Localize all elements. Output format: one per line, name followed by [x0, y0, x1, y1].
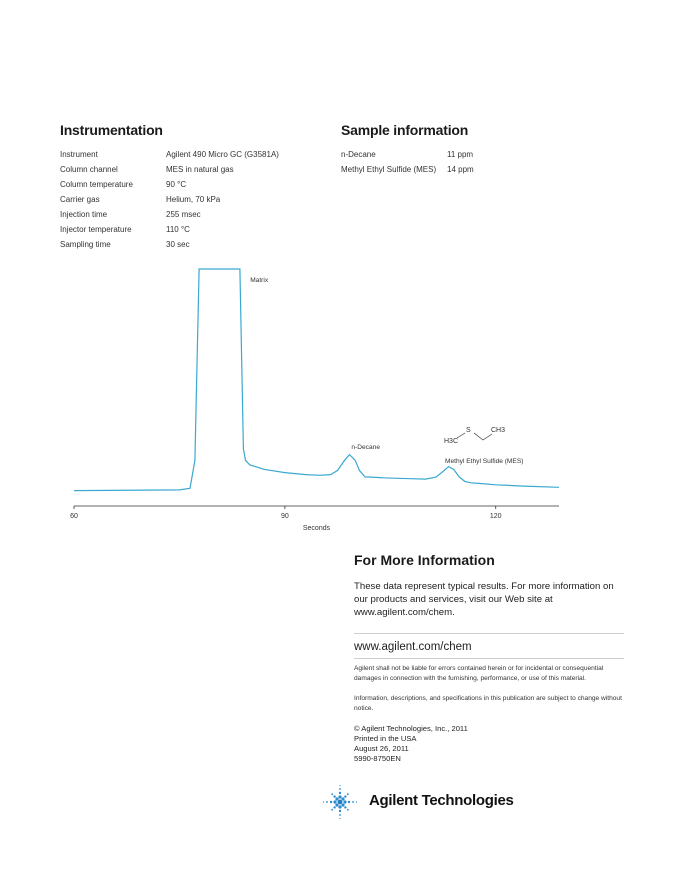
spark-dot — [352, 801, 354, 803]
x-tick-label: 90 — [280, 513, 289, 520]
copyright-block — [354, 724, 468, 764]
spark-dot — [339, 814, 341, 816]
row-key: Injector temperature — [60, 225, 132, 234]
row-value: 90 °C — [166, 180, 187, 189]
spark-dot — [356, 801, 357, 802]
row-value: MES in natural gas — [166, 165, 234, 174]
peak-annotation: n-Decane — [351, 444, 380, 451]
structure-right-group: CH3 — [491, 427, 506, 434]
spark-center-dot — [338, 800, 343, 805]
spark-dot — [339, 810, 341, 812]
spark-dot — [335, 803, 338, 806]
spark-dot — [331, 793, 333, 795]
spark-dot — [333, 806, 335, 808]
structure-left-group — [444, 438, 458, 445]
spark-dot — [344, 795, 346, 797]
row-key: Methyl Ethyl Sulfide (MES) — [341, 165, 437, 174]
structure-bond-2 — [474, 433, 492, 440]
agilent-spark-icon — [318, 783, 362, 821]
more-info-title: For More Information — [354, 552, 495, 568]
spark-dot — [343, 800, 346, 803]
x-axis-label: Seconds — [302, 525, 331, 532]
row-key: Injection time — [60, 210, 108, 219]
notice-text: Information, descriptions, and specifications in this publication are subject to change without notice. — [354, 695, 622, 712]
more-info-body: These data represent typical results. For more information on our products and services, visit our Web site at www.agilent.com/chem. — [354, 581, 614, 618]
copyright-text: © Agilent Technologies, Inc., 2011 — [354, 724, 468, 733]
row-value: 110 °C — [166, 225, 190, 234]
divider — [354, 633, 624, 634]
structure-left-text: H3C — [444, 438, 459, 445]
divider — [354, 658, 624, 659]
spark-dot — [347, 809, 349, 811]
spark-dot — [333, 800, 336, 803]
printed-text: Printed in the USA — [354, 734, 417, 743]
spark-dot — [339, 788, 341, 790]
row-value: 14 ppm — [447, 165, 474, 174]
structure-sulfur: S — [466, 427, 471, 434]
structure-bond-1 — [457, 433, 465, 438]
row-value: Helium, 70 kPa — [166, 195, 221, 204]
spark-dot — [344, 806, 346, 808]
spark-dot — [338, 795, 341, 798]
row-value: 11 ppm — [447, 150, 474, 159]
x-tick-label: 120 — [489, 513, 502, 520]
spark-dot — [335, 797, 338, 800]
disclaimer-text: Agilent shall not be liable for errors contained herein or for incidental or consequential damages in connection with the furnishing, performance, or use of this material. — [354, 665, 604, 682]
peak-annotation: Methyl Ethyl Sulfide (MES) — [445, 458, 524, 465]
spark-dot — [339, 818, 340, 819]
row-value: 255 msec — [166, 210, 201, 219]
spark-dot — [339, 792, 341, 794]
date-text: August 26, 2011 — [354, 744, 409, 753]
row-value: 30 sec — [166, 240, 190, 249]
row-key: Column channel — [60, 165, 118, 174]
sample-information-title: Sample information — [341, 122, 469, 138]
brand-name: Agilent Technologies — [369, 792, 514, 809]
spark-dot — [333, 795, 335, 797]
spark-dot — [326, 801, 328, 803]
website-link[interactable]: www.agilent.com/chem — [354, 641, 472, 653]
row-key: Column temperature — [60, 180, 133, 189]
mes-structure — [444, 427, 505, 445]
row-value: Agilent 490 Micro GC (G3581A) — [166, 150, 279, 159]
spark-dot — [339, 785, 340, 786]
spark-dot — [338, 805, 341, 808]
spark-dot — [341, 803, 344, 806]
x-tick-label: 60 — [70, 513, 78, 520]
row-key: n-Decane — [341, 150, 376, 159]
spark-dot — [341, 797, 344, 800]
row-key: Sampling time — [60, 240, 111, 249]
spark-dot — [331, 809, 333, 811]
spark-dot — [323, 801, 324, 802]
instrumentation-title: Instrumentation — [60, 122, 163, 138]
publication-number: 5990-8750EN — [354, 754, 401, 763]
spark-dot — [330, 801, 332, 803]
spark-dot — [347, 793, 349, 795]
peak-annotation: Matrix — [250, 277, 269, 284]
row-key: Instrument — [60, 150, 98, 159]
spark-dot — [348, 801, 350, 803]
row-key: Carrier gas — [60, 195, 100, 204]
